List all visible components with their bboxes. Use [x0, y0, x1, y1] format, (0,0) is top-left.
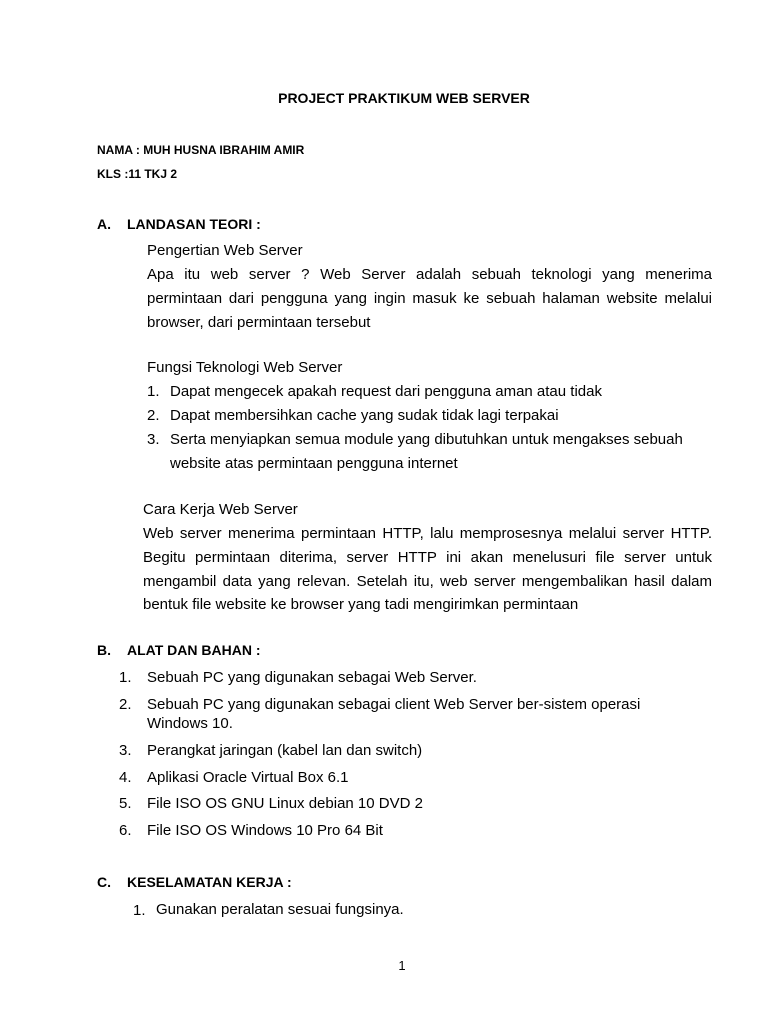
cara-kerja-line-1: Web server menerima permintaan HTTP, lalu memprosesnya melalui server HTTP. — [143, 525, 712, 542]
alat-item-continuation: Windows 10. — [147, 715, 233, 732]
section-a-letter: A. — [97, 216, 111, 232]
alat-item-number: 4. — [119, 769, 132, 786]
cara-kerja-line-2: Begitu permintaan diterima, server HTTP ini akan menelusuri file server untuk — [143, 549, 712, 566]
section-c-heading: KESELAMATAN KERJA : — [127, 874, 292, 890]
alat-item-number: 1. — [119, 669, 132, 686]
section-c-letter: C. — [97, 874, 111, 890]
fungsi-item-text: Serta menyiapkan semua module yang dibutuhkan untuk mengakses sebuah — [170, 431, 683, 448]
alat-item-number: 5. — [119, 795, 132, 812]
student-name: NAMA : MUH HUSNA IBRAHIM AMIR — [97, 143, 305, 157]
cara-kerja-heading: Cara Kerja Web Server — [143, 501, 298, 518]
pengertian-line-2: permintaan dari pengguna yang ingin masuk ke sebuah halaman website melalui — [147, 290, 712, 307]
alat-item-text: Sebuah PC yang digunakan sebagai Web Server. — [147, 669, 477, 686]
alat-item-text: Sebuah PC yang digunakan sebagai client Web Server ber-sistem operasi — [147, 696, 641, 713]
fungsi-item-number: 2. — [147, 407, 160, 424]
pengertian-line-1: Apa itu web server ? Web Server adalah sebuah teknologi yang menerima — [147, 266, 712, 283]
fungsi-heading: Fungsi Teknologi Web Server — [147, 359, 343, 376]
alat-item-text: Aplikasi Oracle Virtual Box 6.1 — [147, 769, 349, 786]
document-title: PROJECT PRAKTIKUM WEB SERVER — [278, 90, 530, 106]
fungsi-item-text: Dapat mengecek apakah request dari pengguna aman atau tidak — [170, 383, 602, 400]
keselamatan-item-number: 1. — [133, 902, 146, 919]
alat-item-number: 6. — [119, 822, 132, 839]
page-number: 1 — [398, 958, 406, 973]
student-class: KLS :11 TKJ 2 — [97, 167, 178, 181]
alat-item-number: 3. — [119, 742, 132, 759]
alat-item-text: File ISO OS GNU Linux debian 10 DVD 2 — [147, 795, 423, 812]
pengertian-line-3: browser, dari permintaan tersebut — [147, 314, 371, 331]
section-b-letter: B. — [97, 642, 111, 658]
fungsi-item-number: 3. — [147, 431, 160, 448]
fungsi-item-text: Dapat membersihkan cache yang sudak tidak lagi terpakai — [170, 407, 559, 424]
fungsi-item-number: 1. — [147, 383, 160, 400]
alat-item-number: 2. — [119, 696, 132, 713]
cara-kerja-line-4: bentuk file website ke browser yang tadi mengirimkan permintaan — [143, 596, 579, 613]
pengertian-heading: Pengertian Web Server — [147, 242, 303, 259]
alat-item-text: Perangkat jaringan (kabel lan dan switch) — [147, 742, 423, 759]
keselamatan-item-text: Gunakan peralatan sesuai fungsinya. — [156, 901, 404, 918]
fungsi-item-continuation: website atas permintaan pengguna internet — [170, 455, 458, 472]
section-b-heading: ALAT DAN BAHAN : — [127, 642, 261, 658]
alat-item-text: File ISO OS Windows 10 Pro 64 Bit — [147, 822, 383, 839]
cara-kerja-line-3: mengambil data yang relevan. Setelah itu, web server mengembalikan hasil dalam — [143, 573, 712, 590]
section-a-heading: LANDASAN TEORI : — [127, 216, 261, 232]
